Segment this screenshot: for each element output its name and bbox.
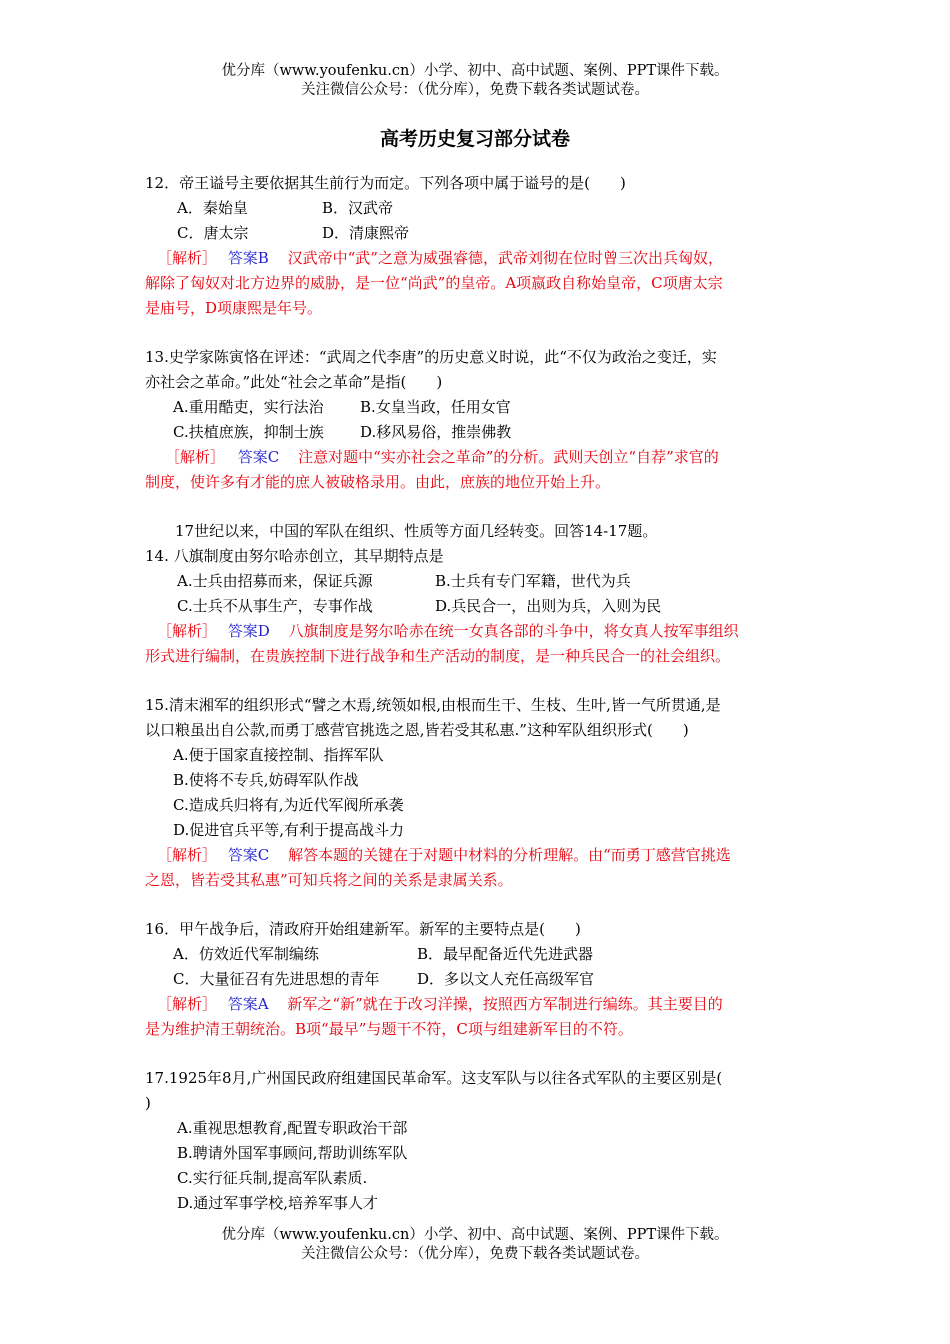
header-line-2: 关注微信公众号：（优分库），免费下载各类试题试卷。 [301, 82, 649, 98]
analysis-text: 是庙号，D项康熙是年号。 [145, 299, 323, 317]
question-13 [145, 345, 817, 495]
option-c: C．唐太宗 [177, 224, 249, 242]
question-stem: 17.1925年8月,广州国民政府组建国民革命军。这支军队与以往各式军队的主要区别是( [145, 1069, 723, 1087]
analysis-text: 注意对题中“实亦社会之革命”的分析。武则天创立“自荐”求官的 [298, 448, 719, 466]
footer-line-2: 关注微信公众号：（优分库），免费下载各类试题试卷。 [301, 1246, 649, 1262]
analysis-label: ［解析］ [165, 448, 226, 466]
page-title: 高考历史复习部分试卷 [379, 128, 570, 150]
page-footer [0, 1226, 950, 1264]
footer-line-1: 优分库（www.youfenku.cn）小学、初中、高中试题、案例、PPT课件下载。 [221, 1227, 729, 1243]
question-stem: 16．甲午战争后，清政府开始组建新军。新军的主要特点是( ) [145, 920, 581, 938]
option-row [145, 942, 817, 967]
option-b: B.使将不专兵,妨碍军队作战 [173, 771, 359, 789]
option-row [145, 196, 817, 221]
question-stem: 13.史学家陈寅恪在评述：“武周之代李唐”的历史意义时说，此“不仅为政治之变迁，实 [145, 348, 717, 366]
question-stem: ) [145, 1094, 151, 1112]
analysis-text: 形式进行编制，在贵族控制下进行战争和生产活动的制度，是一种兵民合一的社会组织。 [145, 647, 731, 665]
option-b: B．最早配备近代先进武器 [417, 945, 594, 963]
question-stem: 14. 八旗制度由努尔哈赤创立，其早期特点是 [145, 547, 444, 565]
answer: 答案C [237, 448, 280, 466]
option-d: D.兵民合一，出则为兵，入则为民 [435, 597, 662, 615]
answer: 答案D [227, 622, 270, 640]
question-12 [145, 171, 817, 321]
option-b: B.士兵有专门军籍，世代为兵 [435, 572, 631, 590]
option-row [145, 594, 817, 619]
option-c: C．大量征召有先进思想的青年 [173, 970, 380, 988]
analysis-text: 解除了匈奴对北方边界的威胁，是一位“尚武”的皇帝。A项嬴政自称始皇帝，C项唐太宗 [145, 274, 723, 292]
analysis-label: ［解析］ [157, 249, 218, 267]
analysis [145, 619, 817, 644]
header-line-1: 优分库（www.youfenku.cn）小学、初中、高中试题、案例、PPT课件下载。 [221, 63, 729, 79]
question-17 [145, 1066, 817, 1216]
question-list [145, 171, 817, 1216]
option-row [145, 395, 817, 420]
option-c: C.士兵不从事生产，专事作战 [177, 597, 373, 615]
option-a: A．秦始皇 [177, 199, 248, 217]
analysis-text: 汉武帝中“武”之意为威强睿德，武帝刘彻在位时曾三次出兵匈奴， [287, 249, 723, 267]
option-a: A.重用酷吏，实行法治 [173, 398, 324, 416]
question-14 [145, 544, 817, 669]
question-stem: 12．帝王谥号主要依据其生前行为而定。下列各项中属于谥号的是( ) [145, 174, 626, 192]
question-stem: 亦社会之革命。”此处“社会之革命”是指( ) [145, 373, 443, 391]
analysis [145, 246, 817, 271]
analysis [145, 445, 817, 470]
answer: 答案B [227, 249, 269, 267]
option-d: D.促进官兵平等,有利于提高战斗力 [173, 821, 405, 839]
option-row [145, 569, 817, 594]
option-row [145, 221, 817, 246]
option-row [145, 967, 817, 992]
analysis-text: 制度，使许多有才能的庶人被破格录用。由此，庶族的地位开始上升。 [145, 473, 611, 491]
analysis-label: ［解析］ [157, 846, 218, 864]
analysis-text: 是为维护清王朝统治。B项“最早”与题干不符，C项与组建新军目的不符。 [145, 1020, 633, 1038]
option-b: B.女皇当政，任用女官 [360, 398, 511, 416]
question-15 [145, 693, 817, 893]
option-c: C.扶植庶族，抑制士族 [173, 423, 324, 441]
option-b: B．汉武帝 [322, 199, 394, 217]
question-stem: 以口粮虽出自公款,而勇丁感营官挑选之恩,皆若受其私惠.”这种军队组织形式( ) [145, 721, 689, 739]
answer: 答案C [227, 846, 270, 864]
analysis-text: 八旗制度是努尔哈赤在统一女真各部的斗争中，将女真人按军事组织 [288, 622, 739, 640]
option-row [145, 420, 817, 445]
question-stem: 15.清末湘军的组织形式“譬之木焉,统领如根,由根而生干、生枝、生叶,皆一气所贯通,是 [145, 696, 721, 714]
page-header [0, 62, 950, 100]
section-intro: 17世纪以来，中国的军队在组织、性质等方面几经转变。回答14-17题。 [175, 522, 658, 540]
analysis-label: ［解析］ [157, 622, 218, 640]
option-a: A.士兵由招募而来，保证兵源 [177, 572, 373, 590]
option-a: A.便于国家直接控制、指挥军队 [173, 746, 384, 764]
analysis-text: 解答本题的关键在于对题中材料的分析理解。由“而勇丁感营官挑选 [288, 846, 731, 864]
answer: 答案A [227, 995, 269, 1013]
option-a: A.重视思想教育,配置专职政治干部 [177, 1119, 408, 1137]
option-c: C.造成兵归将有,为近代军阀所承袭 [173, 796, 404, 814]
analysis [145, 843, 817, 868]
option-c: C.实行征兵制,提高军队素质. [177, 1169, 368, 1187]
analysis-text: 新军之“新”就在于改习洋操，按照西方军制进行编练。其主要目的 [287, 995, 723, 1013]
option-d: D．清康熙帝 [322, 224, 410, 242]
option-b: B.聘请外国军事顾问,帮助训练军队 [177, 1144, 408, 1162]
option-a: A．仿效近代军制编练 [173, 945, 319, 963]
analysis-label: ［解析］ [157, 995, 218, 1013]
option-d: D.移风易俗，推崇佛教 [360, 423, 512, 441]
option-d: D.通过军事学校,培养军事人才 [177, 1194, 379, 1212]
analysis [145, 992, 817, 1017]
option-d: D．多以文人充任高级军官 [417, 970, 595, 988]
analysis-text: 之恩，皆若受其私惠”可知兵将之间的关系是隶属关系。 [145, 871, 513, 889]
question-16 [145, 917, 817, 1042]
